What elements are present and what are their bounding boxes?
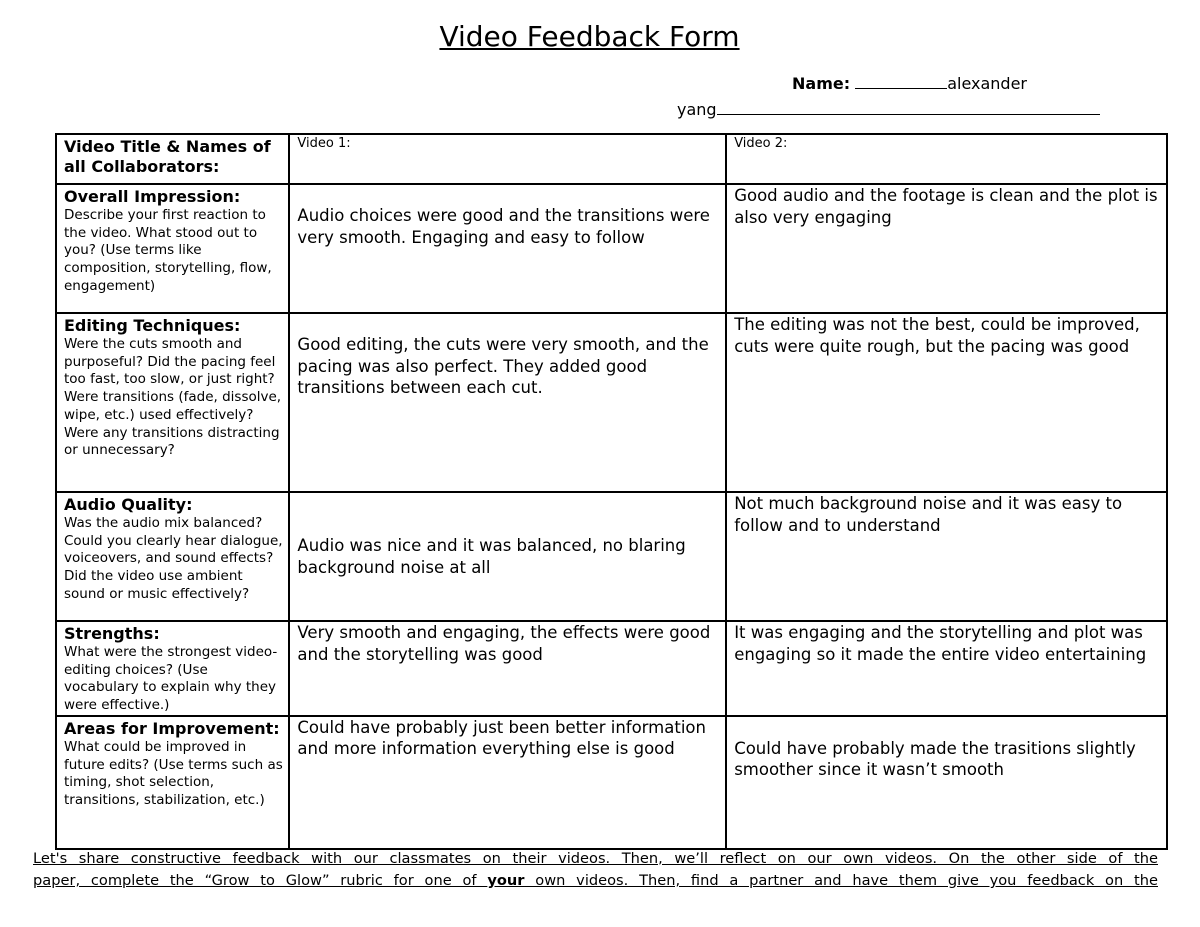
video2-header: Video 2:	[734, 136, 788, 151]
table-row	[56, 492, 1167, 621]
criteria-cell	[56, 184, 289, 313]
criteria-title: Audio Quality:	[64, 495, 193, 514]
video1-title-cell[interactable]	[289, 134, 726, 184]
header-label-cell	[56, 134, 289, 184]
criteria-description: Were the cuts smooth and purposeful? Did the pacing feel too fast, too slow, or just right? Were transitions (fade, dissolve, wipe, etc.) used effectively? Were any transitions distracting or unnecessary?	[64, 336, 282, 459]
video2-answer-cell[interactable]	[726, 716, 1167, 849]
video1-answer-cell[interactable]	[289, 492, 726, 621]
video2-answer-cell[interactable]	[726, 621, 1167, 716]
name-value-first: alexander	[947, 74, 1028, 93]
instructions-footer	[33, 848, 1158, 892]
criteria-description: What could be improved in future edits? (Use terms such as timing, shot selection, transitions, stabilization, etc.)	[64, 738, 283, 808]
criteria-title: Editing Techniques:	[64, 316, 241, 335]
video2-answer: Could have probably made the trasitions slightly smoother since it wasn’t smooth	[734, 738, 1136, 780]
instructions-line-2	[33, 870, 1158, 892]
video2-answer-cell[interactable]	[726, 492, 1167, 621]
video1-answer-cell[interactable]	[289, 313, 726, 492]
video2-answer: The editing was not the best, could be improved, cuts were quite rough, but the pacing was good	[734, 315, 1140, 356]
video1-answer-cell[interactable]	[289, 621, 726, 716]
criteria-description: Was the audio mix balanced? Could you clearly hear dialogue, voiceovers, and sound effects? Did the video use ambient sound or music effectively?	[64, 515, 283, 602]
name-blank-line-2	[717, 100, 1100, 115]
page-title: Video Feedback Form	[439, 20, 740, 53]
table-row	[56, 716, 1167, 849]
name-field-continued	[677, 100, 1100, 119]
video1-answer: Audio was nice and it was balanced, no blaring background noise at all	[297, 536, 686, 577]
criteria-title: Areas for Improvement:	[64, 718, 280, 738]
table-row-header	[56, 134, 1167, 184]
name-value-last: yang	[677, 100, 717, 119]
video2-answer-cell[interactable]	[726, 184, 1167, 313]
video1-answer: Good editing, the cuts were very smooth, and the pacing was also perfect. They added good transitions between each cut.	[297, 335, 709, 397]
criteria-cell	[56, 492, 289, 621]
instructions-line-1: Let's share constructive feedback with our classmates on their videos. Then, we’ll reflect on our own videos. On the other side of the	[33, 850, 1158, 867]
video1-header: Video 1:	[297, 136, 351, 151]
criteria-description: Describe your first reaction to the video. What stood out to you? (Use terms like composition, storytelling, flow, engagement)	[64, 207, 272, 294]
video2-answer: Not much background noise and it was easy to follow and to understand	[734, 494, 1123, 535]
name-blank-line	[855, 74, 947, 89]
video1-answer-cell[interactable]	[289, 716, 726, 849]
criteria-cell	[56, 313, 289, 492]
instructions-line-2-start: paper, complete the “Grow to Glow” rubric for one of	[33, 872, 488, 889]
table-row	[56, 184, 1167, 313]
name-label: Name:	[792, 74, 851, 93]
video2-answer: Good audio and the footage is clean and the plot is also very engaging	[734, 186, 1158, 227]
video1-answer: Audio choices were good and the transitions were very smooth. Engaging and easy to follow	[297, 206, 710, 247]
video1-answer: Could have probably just been better information and more information everything else is good	[297, 717, 706, 759]
video2-title-cell[interactable]	[726, 134, 1167, 184]
video1-answer-cell[interactable]	[289, 184, 726, 313]
criteria-cell	[56, 621, 289, 716]
video2-answer: It was engaging and the storytelling and plot was engaging so it made the entire video entertaining	[734, 623, 1147, 664]
criteria-title: Overall Impression:	[64, 187, 241, 206]
video1-answer: Very smooth and engaging, the effects were good and the storytelling was good	[297, 623, 711, 664]
table-row	[56, 621, 1167, 716]
instructions-emphasis: your	[487, 872, 525, 889]
name-field	[792, 74, 1027, 93]
table-row	[56, 313, 1167, 492]
criteria-description: What were the strongest video-editing choices? (Use vocabulary to explain why they were effective.)	[64, 644, 278, 714]
instructions-line-2-end: own videos. Then, find a partner and have them give you feedback on the	[524, 872, 1158, 889]
header-label: Video Title & Names of all Collaborators:	[64, 137, 271, 176]
criteria-cell	[56, 716, 289, 849]
video2-answer-cell[interactable]	[726, 313, 1167, 492]
feedback-table	[55, 133, 1168, 850]
criteria-title: Strengths:	[64, 624, 160, 643]
